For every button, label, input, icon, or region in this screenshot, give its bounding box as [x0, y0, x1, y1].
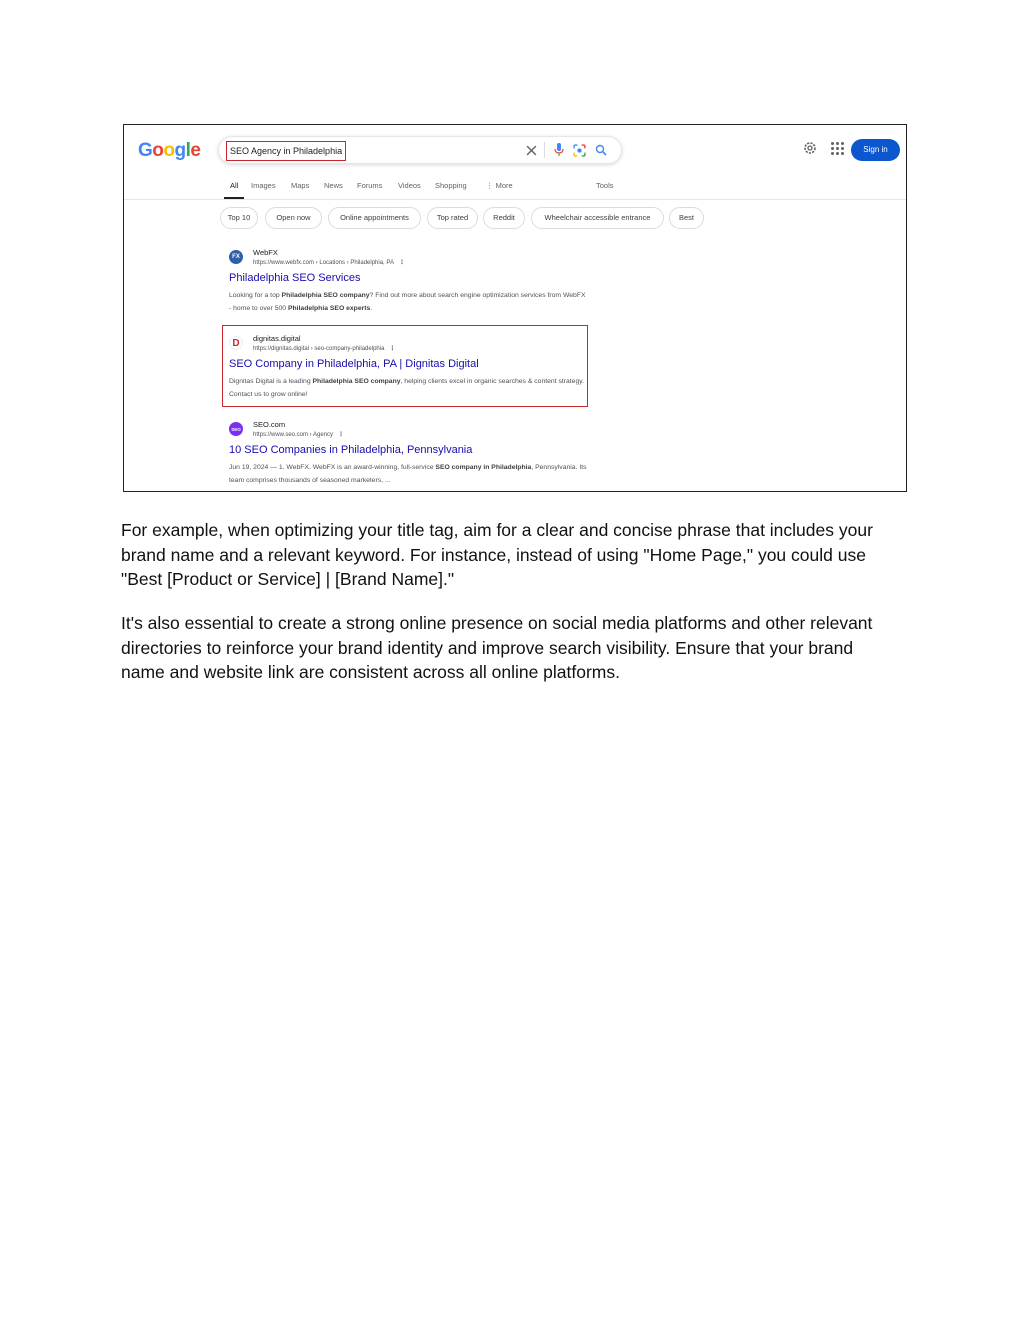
- tab-all[interactable]: All: [230, 181, 239, 190]
- result-url-text: https://www.webfx.com › Locations › Philadelphia, PA: [253, 260, 394, 266]
- result-url-text: https://dignitas.digital › seo-company-philadelphia: [253, 346, 385, 352]
- result-url[interactable]: [253, 431, 344, 438]
- result-site-name[interactable]: dignitas.digital: [253, 334, 301, 343]
- search-divider: [544, 142, 545, 158]
- logo-letter: e: [190, 140, 201, 161]
- seo-com-favicon-icon: SEO: [229, 422, 243, 436]
- settings-gear-icon[interactable]: [802, 140, 818, 156]
- chip-wheelchair-accessible[interactable]: Wheelchair accessible entrance: [531, 207, 664, 229]
- snippet-text: , Pennsylvania. Its team comprises thousands of seasoned marketers, ...: [229, 464, 587, 484]
- sign-in-button[interactable]: Sign in: [851, 139, 900, 161]
- result-url[interactable]: [253, 259, 405, 266]
- logo-letter: o: [152, 140, 164, 161]
- clear-icon[interactable]: [523, 142, 539, 158]
- more-options-icon[interactable]: ⋮: [398, 260, 405, 266]
- tab-news[interactable]: News: [324, 181, 343, 190]
- search-query-highlight[interactable]: SEO Agency in Philadelphia: [226, 141, 346, 161]
- microphone-icon[interactable]: [551, 142, 567, 158]
- result-site-name[interactable]: SEO.com: [253, 420, 286, 429]
- snippet-text: , helping clients excel in organic searches & content strategy. Contact us to grow online!: [229, 378, 585, 398]
- chip-reddit[interactable]: Reddit: [483, 207, 525, 229]
- search-icon[interactable]: [593, 142, 609, 158]
- tab-tools[interactable]: Tools: [596, 181, 614, 190]
- snippet-text: Dignitas Digital is a leading: [229, 378, 313, 385]
- tab-more[interactable]: ⋮ More: [486, 181, 513, 190]
- logo-letter: l: [185, 140, 191, 161]
- snippet-bold: Philadelphia SEO experts: [287, 304, 371, 312]
- result-snippet: [229, 376, 589, 401]
- logo-letter: o: [163, 140, 175, 161]
- chip-top-10[interactable]: Top 10: [220, 207, 258, 229]
- tab-shopping[interactable]: Shopping: [435, 181, 467, 190]
- chip-online-appointments[interactable]: Online appointments: [328, 207, 421, 229]
- tab-images[interactable]: Images: [251, 181, 276, 190]
- header-divider: [124, 199, 906, 200]
- chip-top-rated[interactable]: Top rated: [427, 207, 478, 229]
- logo-letter: g: [174, 140, 186, 161]
- snippet-text: ? Find out more about search engine optimization services from WebFX - home to over 500: [229, 292, 586, 312]
- more-options-icon[interactable]: ⋮: [338, 432, 345, 438]
- body-paragraph-title-tag: For example, when optimizing your title tag, aim for a clear and concise phrase that includes your brand name and a relevant keyword. For instance, instead of using "Home Page," you could use "Best [Product or Service] | [Brand Name].": [121, 520, 873, 589]
- result-url-text: https://www.seo.com › Agency: [253, 432, 334, 438]
- result-title-link[interactable]: 10 SEO Companies in Philadelphia, Pennsylvania: [229, 444, 473, 456]
- webfx-favicon-icon: FX: [229, 250, 243, 264]
- dignitas-favicon-icon: D: [229, 336, 243, 350]
- result-site-name[interactable]: WebFX: [253, 248, 278, 257]
- logo-letter: G: [138, 140, 153, 161]
- tab-forums[interactable]: Forums: [357, 181, 383, 190]
- more-options-icon[interactable]: ⋮: [389, 346, 396, 352]
- result-snippet: [229, 290, 589, 315]
- chip-best[interactable]: Best: [669, 207, 704, 229]
- result-url[interactable]: [253, 345, 395, 352]
- snippet-bold: Philadelphia SEO company: [281, 292, 370, 299]
- search-box[interactable]: [218, 136, 622, 164]
- snippet-text: Jun 19, 2024 — 1. WebFX. WebFX is an award-winning, full-service: [229, 464, 436, 471]
- google-logo[interactable]: [138, 140, 200, 162]
- snippet-text: .: [370, 304, 373, 312]
- result-title-link[interactable]: SEO Company in Philadelphia, PA | Dignitas Digital: [229, 358, 479, 370]
- tab-maps[interactable]: Maps: [291, 181, 310, 190]
- snippet-bold: Philadelphia SEO company: [312, 378, 401, 385]
- tab-videos[interactable]: Videos: [398, 181, 421, 190]
- lens-icon[interactable]: [571, 142, 587, 158]
- result-title-link[interactable]: Philadelphia SEO Services: [229, 272, 361, 284]
- chip-open-now[interactable]: Open now: [265, 207, 322, 229]
- result-snippet: [229, 462, 589, 487]
- apps-grid-icon[interactable]: [829, 140, 845, 156]
- google-search-screenshot: [123, 124, 907, 492]
- snippet-bold: SEO company in Philadelphia: [435, 464, 532, 471]
- body-paragraph-online-presence: It's also essential to create a strong online presence on social media platforms and other relevant directories to reinforce your brand identity and improve search visibility. Ensure that your brand name and website link are consistent across all online platforms.: [121, 613, 873, 682]
- snippet-text: Looking for a top: [229, 292, 282, 299]
